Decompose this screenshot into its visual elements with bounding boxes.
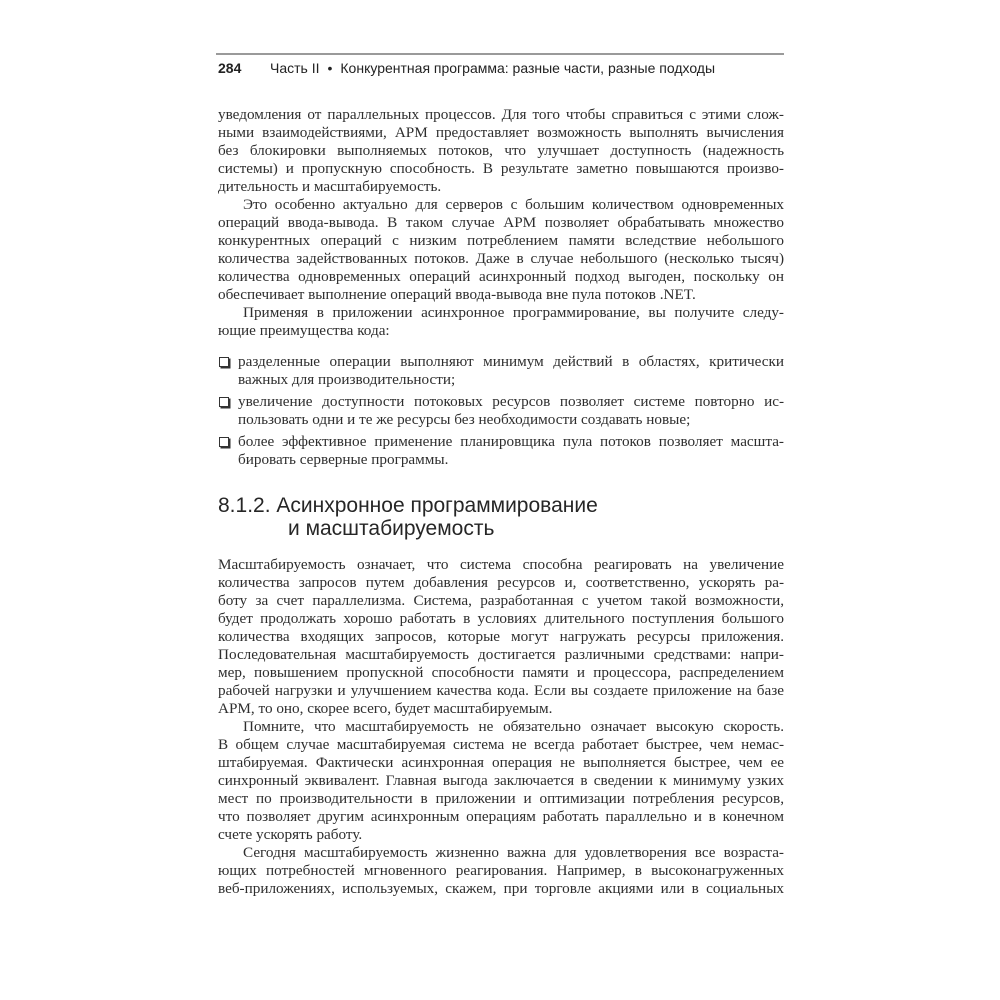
running-header <box>218 59 715 77</box>
text-line: Помните, что масштабируемость не обязательно означает высокую скорость. <box>243 718 784 735</box>
body-text-top <box>218 106 784 340</box>
text-line: количества запросов путем добавления ресурсов и, соответственно, ускорять ра- <box>218 574 784 591</box>
text-line: Масштабируемость означает, что система способна реагировать на увеличение <box>218 556 784 573</box>
list-item <box>218 393 784 429</box>
text-line: ющих потребностей мгновенного реагирования. Например, в высоконагруженных <box>218 862 784 879</box>
text-line: будет продолжать хорошо работать в условиях длительного поступления большого <box>218 610 784 627</box>
section-heading-line2: и масштабируемость <box>288 517 495 540</box>
header-rule <box>216 53 784 55</box>
text-line: синхронный эквивалент. Главная выгода заключается в сведении к минимуму узких <box>218 772 784 789</box>
text-line: рабочей нагрузки и улучшением качества кода. Если вы создаете приложение на базе <box>218 682 784 699</box>
paragraph <box>218 556 784 718</box>
text-line: Сегодня масштабируемость жизненно важна для удовлетворения все возраста- <box>243 844 784 861</box>
text-line: счете ускорять работу. <box>218 826 363 843</box>
text-line: АРМ, то оно, скорее всего, будет масштабируемым. <box>218 700 553 717</box>
text-line: дительность и масштабируемость. <box>218 178 442 195</box>
text-line: важных для производительности; <box>238 371 456 388</box>
page-number: 284 <box>218 60 242 76</box>
header-separator: • <box>327 60 333 76</box>
part-label: Часть II <box>270 60 320 76</box>
text-line: мер, повышением пропускной способности памяти и процессора, распределением <box>218 664 784 681</box>
section-heading-line1: 8.1.2. Асинхронное программирование <box>218 494 598 517</box>
text-line: увеличение доступности потоковых ресурсов позволяет системе повторно ис- <box>238 393 784 410</box>
text-line: количества задействованных потоков. Даже в случае небольшого (несколько тысяч) <box>218 250 784 267</box>
paragraph <box>218 196 784 304</box>
text-line: более эффективное применение планировщика пула потоков позволяет масшта- <box>238 433 784 450</box>
text-line: уведомления от параллельных процессов. Для того чтобы справиться с этими слож- <box>218 106 784 123</box>
text-line: боту за счет параллелизма. Система, разработанная с учетом такой возможности, <box>218 592 784 609</box>
text-line: без блокировки выполняемых потоков, что улучшает доступность (надежность <box>218 142 784 159</box>
paragraph <box>218 106 784 196</box>
list-item <box>218 353 784 389</box>
text-line: Это особенно актуально для серверов с большим количеством одновременных <box>243 196 784 213</box>
checkbox-bullet-icon <box>219 437 229 447</box>
text-line: В общем случае масштабируемая система не всегда работает быстрее, чем немас- <box>218 736 784 753</box>
text-line: Последовательная масштабируемость достигается различными средствами: напри- <box>218 646 784 663</box>
bullet-list <box>218 353 784 473</box>
text-line: разделенные операции выполняют минимум действий в областях, критически <box>238 353 784 370</box>
list-item <box>218 433 784 469</box>
text-line: операций ввода-вывода. В таком случае АРМ позволяет обрабатывать множество <box>218 214 784 231</box>
paragraph <box>218 304 784 340</box>
paragraph <box>218 844 784 898</box>
chapter-title: Конкурентная программа: разные части, разные подходы <box>340 60 716 76</box>
text-line: штабируемая. Фактически асинхронная операция не выполняется быстрее, чем ее <box>218 754 784 771</box>
text-line: ющие преимущества кода: <box>218 322 390 339</box>
text-line: количества входящих запросов, которые могут нагружать ресурсы приложения. <box>218 628 784 645</box>
text-line: системы) и пропускную способность. В результате заметно повышаются произво- <box>218 160 784 177</box>
checkbox-bullet-icon <box>219 397 229 407</box>
text-line: количества одновременных операций асинхронный подход выгоден, поскольку он <box>218 268 784 285</box>
text-line: веб-приложениях, используемых, скажем, при торговле акциями или в социальных <box>218 880 784 897</box>
checkbox-bullet-icon <box>219 357 229 367</box>
text-line: пользовать одни и те же ресурсы без необходимости создавать новые; <box>238 411 691 428</box>
paragraph <box>218 718 784 844</box>
text-line: мест по производительности в приложении и оптимизации потребления ресурсов, <box>218 790 784 807</box>
text-line: что позволяет другим асинхронным операциям работать параллельно и в конечном <box>218 808 784 825</box>
text-line: бировать серверные программы. <box>238 451 449 468</box>
section-heading <box>218 494 598 540</box>
text-line: Применяя в приложении асинхронное программирование, вы получите следу- <box>243 304 784 321</box>
text-line: обеспечивает выполнение операций ввода-вывода вне пула потоков .NET. <box>218 286 696 303</box>
text-line: конкурентных операций с низким потреблением памяти вследствие небольшого <box>218 232 784 249</box>
body-text-bottom <box>218 556 784 898</box>
text-line: ными взаимодействиями, АРМ предоставляет возможность выполнять вычисления <box>218 124 784 141</box>
